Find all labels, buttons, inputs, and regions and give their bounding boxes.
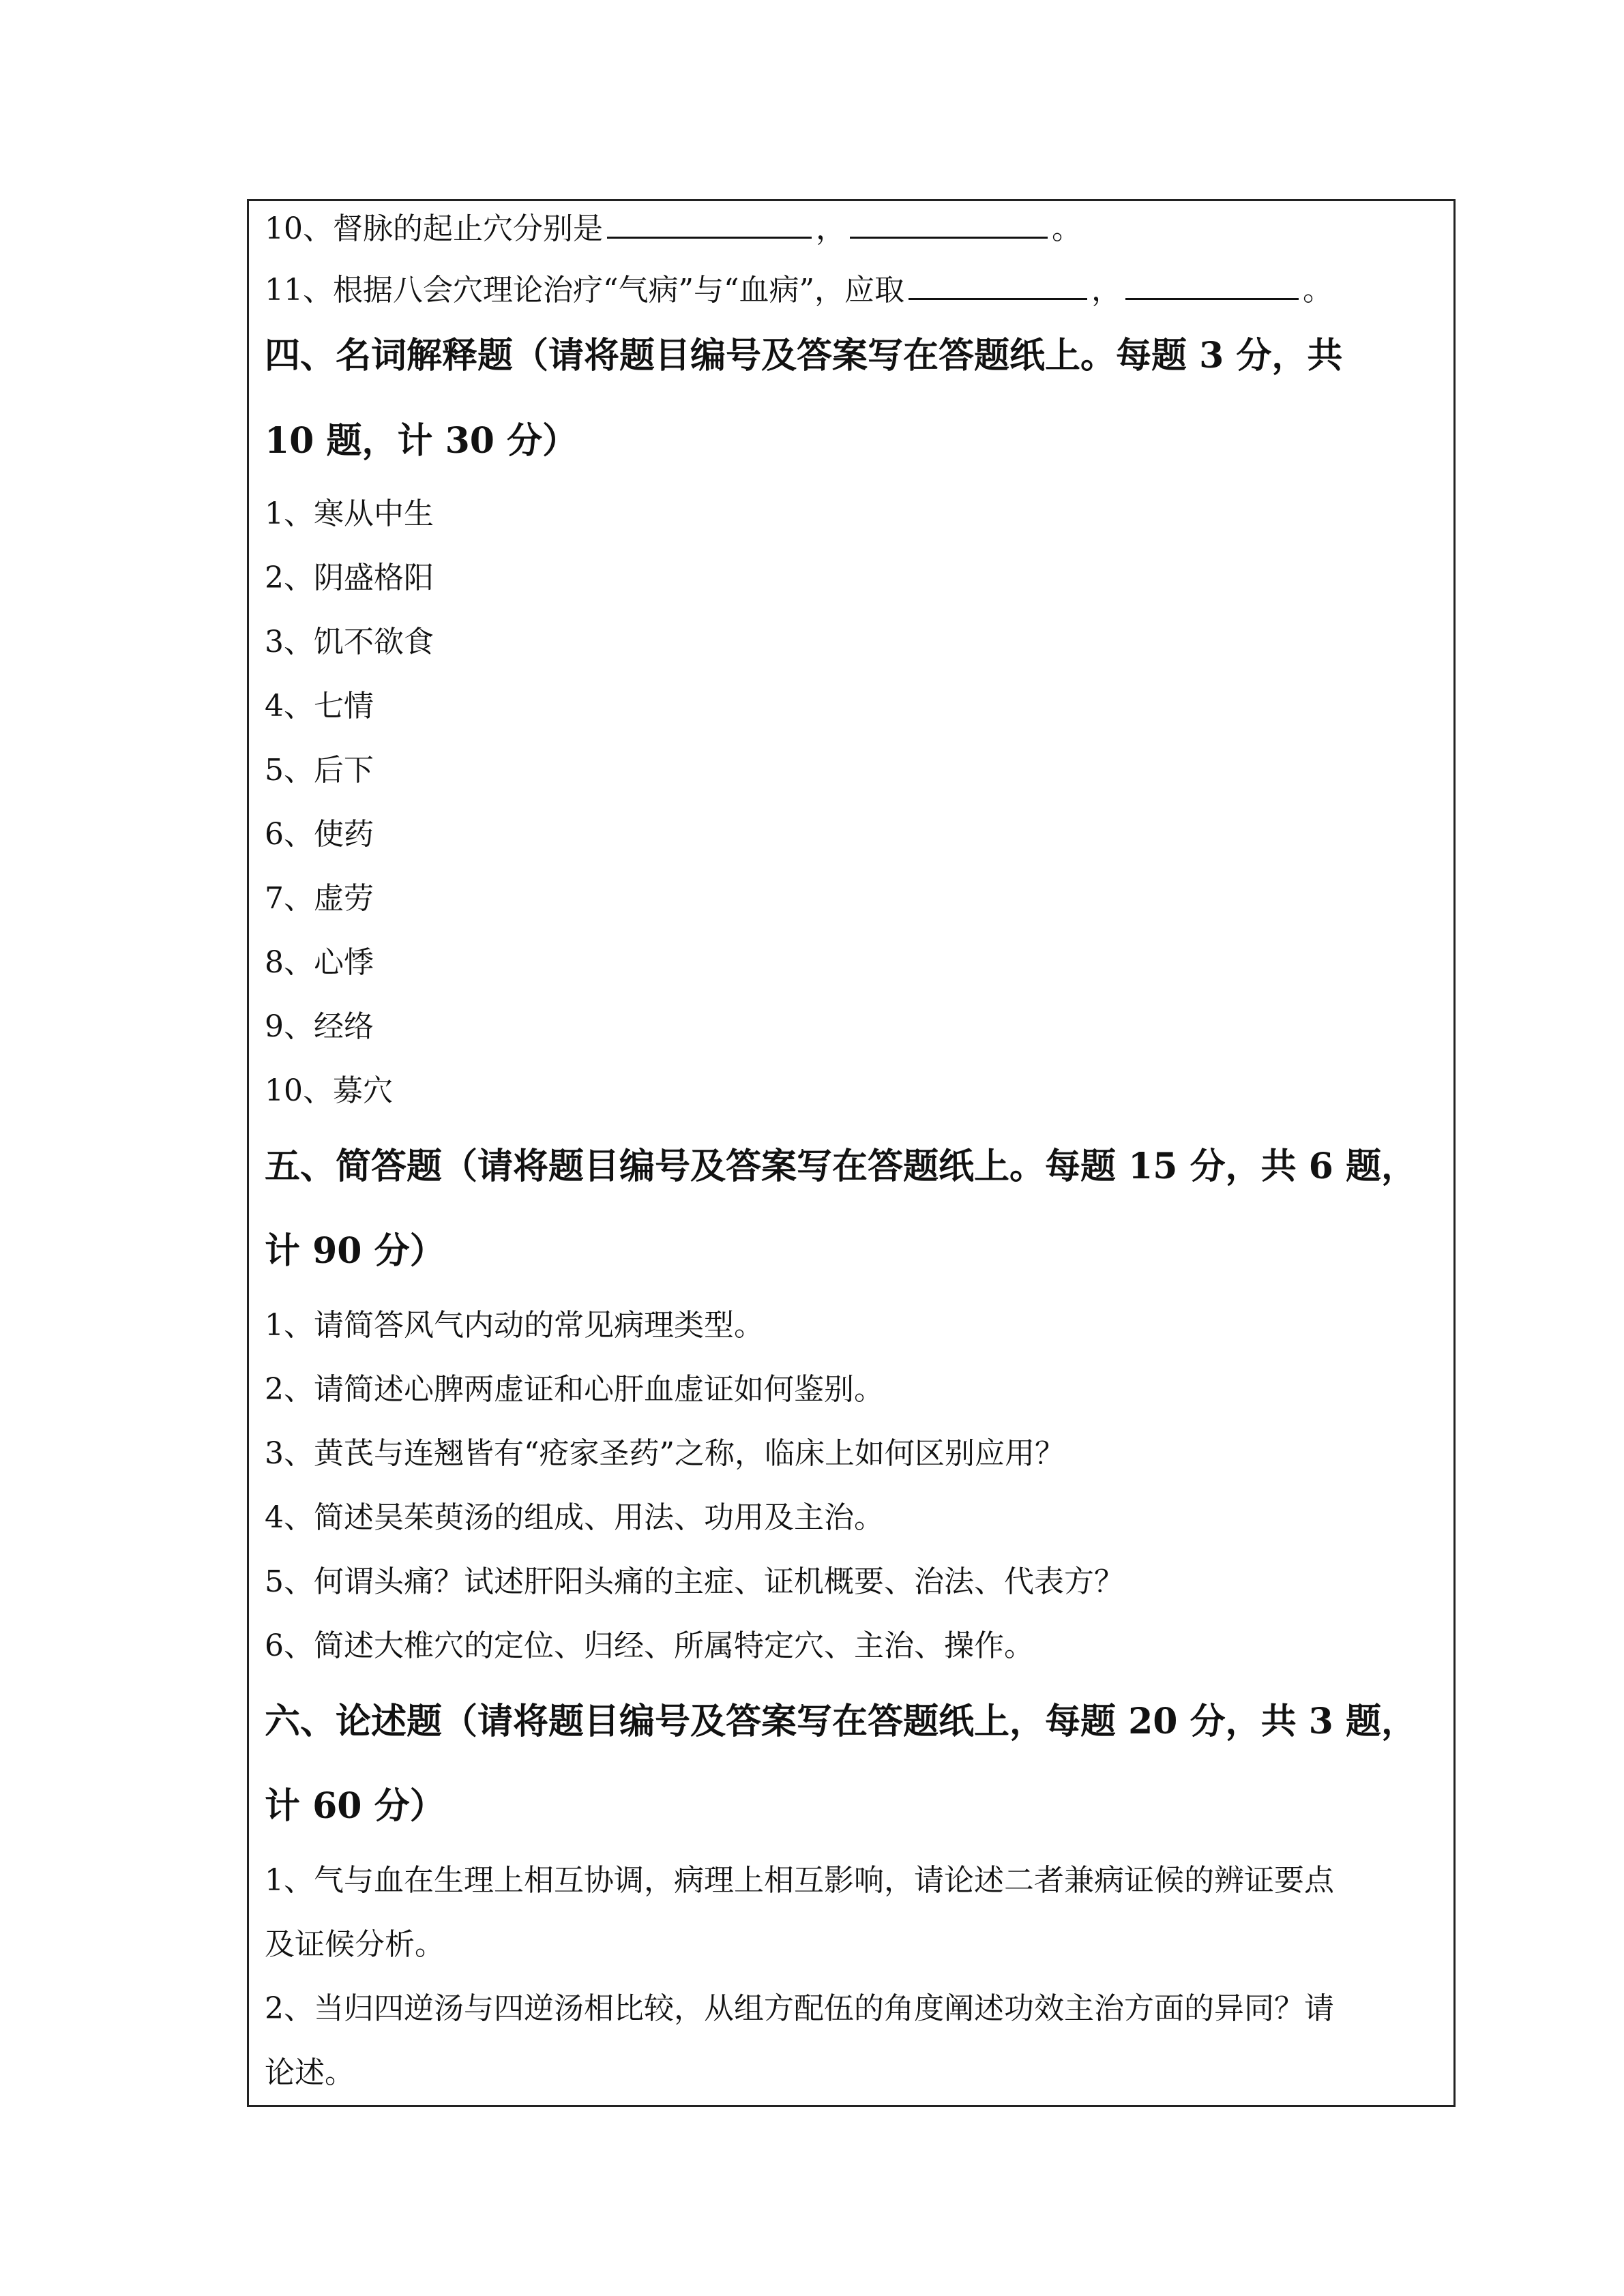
section-6-heading-line-2: 计 60 分） [265,1785,445,1827]
term-item: 10、募穴 [265,1073,393,1108]
answer-blank-1 [909,271,1087,300]
section-6-heading-line-1: 六、论述题（请将题目编号及答案写在答题纸上，每题 20 分，共 3 题， [265,1701,1417,1742]
answer-blank-2 [850,209,1048,239]
term-item: 8、心悸 [265,945,374,980]
term-item: 4、七情 [265,689,374,724]
term-item: 3、饥不欲食 [265,625,434,659]
end-punct: 。 [1052,211,1082,246]
essay-question-2-line-2: 论述。 [265,2055,355,2090]
term-item: 7、虚劳 [265,881,374,916]
essay-question-1-line-2: 及证候分析。 [265,1927,445,1962]
section-4-heading-line-1: 四、名词解释题（请将题目编号及答案写在答题纸上。每题 3 分，共 [265,335,1343,376]
separator: ， [1091,273,1121,308]
term-item: 5、后下 [265,753,374,788]
question-11-text: 11、根据八会穴理论治疗“气病”与“血病”，应取 [265,273,904,308]
question-10-text: 10、督脉的起止穴分别是 [265,211,603,246]
answer-blank-1 [607,209,812,239]
term-item: 1、寒从中生 [265,496,434,531]
answer-blank-2 [1125,271,1299,300]
term-item: 2、阴盛格阳 [265,561,434,595]
question-11-fill-blank [265,270,1333,311]
section-5-heading-line-2: 计 90 分） [265,1230,445,1272]
separator: ， [816,211,846,246]
short-answer-question: 4、简述吴茱萸汤的组成、用法、功用及主治。 [265,1500,884,1535]
short-answer-question: 3、黄芪与连翘皆有“疮家圣药”之称，临床上如何区别应用？ [265,1436,1065,1471]
short-answer-question: 5、何谓头痛？试述肝阳头痛的主症、证机概要、治法、代表方？ [265,1564,1124,1599]
end-punct: 。 [1302,273,1333,308]
section-5-heading-line-1: 五、简答题（请将题目编号及答案写在答题纸上。每题 15 分，共 6 题， [265,1146,1417,1187]
short-answer-question: 6、简述大椎穴的定位、归经、所属特定穴、主治、操作。 [265,1628,1034,1663]
short-answer-question: 1、请简答风气内动的常见病理类型。 [265,1308,764,1343]
question-10-fill-blank [265,209,1082,250]
short-answer-question: 2、请简述心脾两虚证和心肝血虚证如何鉴别。 [265,1372,884,1407]
section-4-heading-line-2: 10 题，计 30 分） [265,420,578,462]
term-item: 9、经络 [265,1009,374,1044]
essay-question-1-line-1: 1、气与血在生理上相互协调，病理上相互影响，请论述二者兼病证候的辨证要点 [265,1863,1334,1898]
term-item: 6、使药 [265,817,374,852]
essay-question-2-line-1: 2、当归四逆汤与四逆汤相比较，从组方配伍的角度阐述功效主治方面的异同？请 [265,1991,1334,2026]
